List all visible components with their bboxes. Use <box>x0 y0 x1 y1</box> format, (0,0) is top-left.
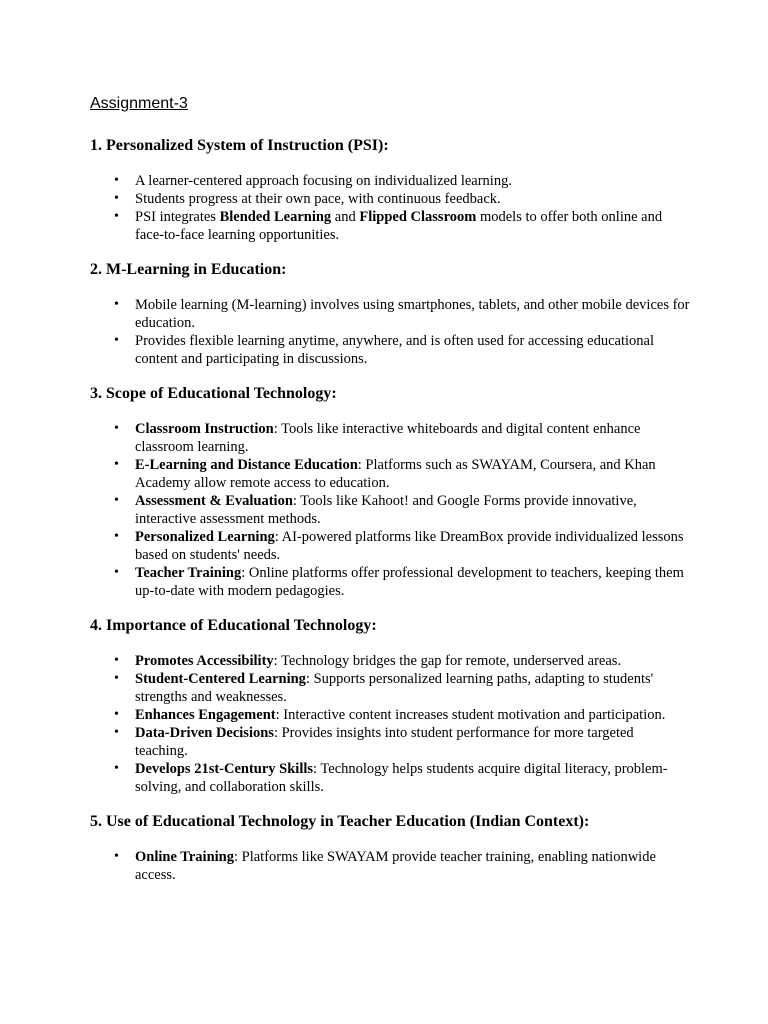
item-desc: : Tools like interactive whiteboards and digital content enhance classroom learning. <box>135 421 641 455</box>
list-item <box>90 420 690 456</box>
section-heading: 5. Use of Educational Technology in Teacher Education (Indian Context): <box>90 813 590 830</box>
section-scope <box>90 382 690 600</box>
item-term: Data-Driven Decisions <box>135 725 274 741</box>
item-desc: : AI-powered platforms like DreamBox provide individualized lessons based on students' needs. <box>135 529 684 563</box>
list-item <box>90 208 690 244</box>
section-importance <box>90 614 690 796</box>
item-desc: : Technology helps students acquire digital literacy, problem-solving, and collaboration skills. <box>135 761 668 795</box>
item-term: Personalized Learning <box>135 529 275 545</box>
section-teacher-education <box>90 810 690 884</box>
item-term: Assessment & Evaluation <box>135 493 293 509</box>
list-item <box>90 172 690 190</box>
bullet-icon: • <box>114 761 119 776</box>
item-text: Provides flexible learning anytime, anywhere, and is often used for accessing educational content and participating in discussions. <box>135 333 655 367</box>
list-item <box>90 848 690 884</box>
item-text-post: models to offer both online and face-to-face learning opportunities. <box>135 209 663 243</box>
bullet-icon: • <box>114 529 119 544</box>
item-desc: : Supports personalized learning paths, adapting to students' strengths and weaknesses. <box>135 671 654 705</box>
list-item <box>90 652 690 670</box>
list-item <box>90 528 690 564</box>
list-item <box>90 760 690 796</box>
item-desc: : Platforms like SWAYAM provide teacher training, enabling nationwide access. <box>135 849 656 883</box>
item-term: Student-Centered Learning <box>135 671 306 687</box>
item-term: Enhances Engagement <box>135 707 276 723</box>
bullet-icon: • <box>114 493 119 508</box>
item-term: Flipped Classroom <box>359 209 477 225</box>
bullet-list <box>90 172 690 244</box>
bullet-icon: • <box>114 297 119 312</box>
section-m-learning <box>90 258 690 368</box>
section-heading: 4. Importance of Educational Technology: <box>90 617 377 634</box>
list-item <box>90 724 690 760</box>
item-term: Develops 21st-Century Skills <box>135 761 314 777</box>
bullet-icon: • <box>114 671 119 686</box>
bullet-icon: • <box>114 209 119 224</box>
item-text: Mobile learning (M-learning) involves using smartphones, tablets, and other mobile devices for education. <box>135 297 690 331</box>
bullet-icon: • <box>114 191 119 206</box>
bullet-icon: • <box>114 333 119 348</box>
item-term: Promotes Accessibility <box>135 653 274 669</box>
section-psi <box>90 134 690 244</box>
list-item <box>90 706 690 724</box>
item-desc: : Interactive content increases student motivation and participation. <box>275 707 666 723</box>
list-item <box>90 296 690 332</box>
item-term: E-Learning and Distance Education <box>135 457 358 473</box>
bullet-icon: • <box>114 565 119 580</box>
bullet-icon: • <box>114 849 119 864</box>
section-heading: 2. M-Learning in Education: <box>90 261 287 278</box>
bullet-list <box>90 848 690 884</box>
list-item <box>90 332 690 368</box>
list-item <box>90 670 690 706</box>
item-term: Blended Learning <box>219 209 332 225</box>
document-title: Assignment-3 <box>90 95 188 112</box>
section-heading: 3. Scope of Educational Technology: <box>90 385 337 402</box>
bullet-list <box>90 296 690 368</box>
bullet-icon: • <box>114 173 119 188</box>
bullet-icon: • <box>114 725 119 740</box>
bullet-list <box>90 652 690 796</box>
item-text-mid: and <box>331 209 360 225</box>
item-desc: : Provides insights into student performance for more targeted teaching. <box>135 725 634 759</box>
bullet-list <box>90 420 690 600</box>
list-item <box>90 456 690 492</box>
item-desc: : Technology bridges the gap for remote, underserved areas. <box>273 653 622 669</box>
bullet-icon: • <box>114 421 119 436</box>
sections-container <box>90 134 690 898</box>
item-text-pre: PSI integrates <box>135 209 220 225</box>
list-item <box>90 492 690 528</box>
list-item <box>90 190 690 208</box>
item-desc: : Platforms such as SWAYAM, Coursera, and Khan Academy allow remote access to education. <box>135 457 656 491</box>
bullet-icon: • <box>114 707 119 722</box>
item-term: Teacher Training <box>135 565 242 581</box>
item-text: Students progress at their own pace, with continuous feedback. <box>135 191 501 207</box>
item-term: Classroom Instruction <box>135 421 274 437</box>
bullet-icon: • <box>114 653 119 668</box>
list-item <box>90 564 690 600</box>
item-desc: : Tools like Kahoot! and Google Forms provide innovative, interactive assessment methods. <box>135 493 637 527</box>
bullet-icon: • <box>114 457 119 472</box>
section-heading: 1. Personalized System of Instruction (PSI): <box>90 137 389 154</box>
item-desc: : Online platforms offer professional development to teachers, keeping them up-to-date with modern pedagogies. <box>135 565 684 599</box>
item-term: Online Training <box>135 849 234 865</box>
item-text: A learner-centered approach focusing on individualized learning. <box>135 173 512 189</box>
